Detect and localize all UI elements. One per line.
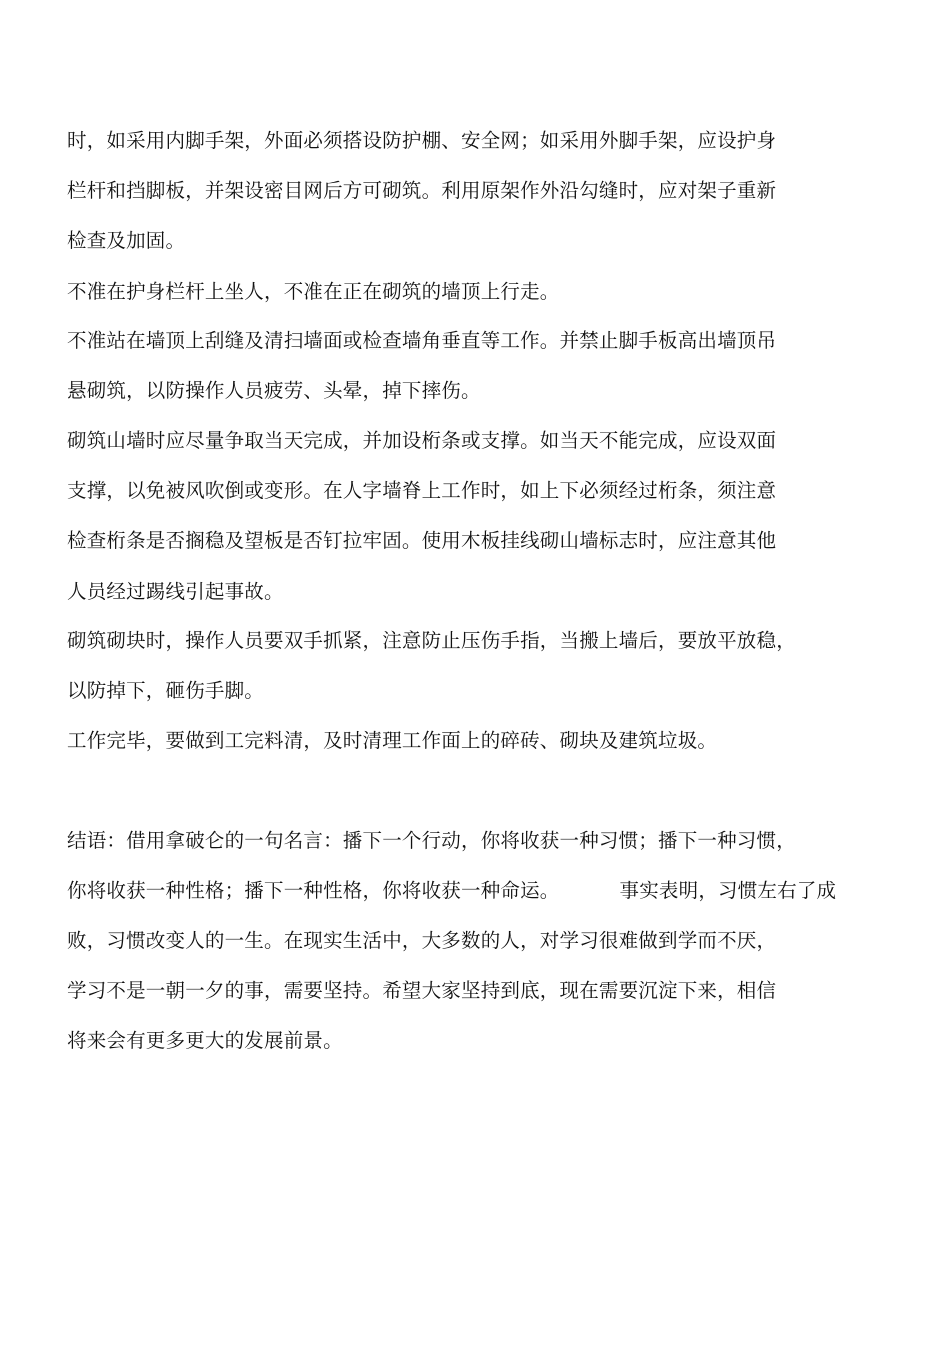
paragraph-line: 砌筑山墙时应尽量争取当天完成，并加设桁条或支撑。如当天不能完成，应设双面 [67,429,777,452]
paragraph-line: 不准在护身栏杆上坐人，不准在正在砌筑的墙顶上行走。 [67,280,560,303]
paragraph-line: 检查桁条是否搁稳及望板是否钉拉牢固。使用木板挂线砌山墙标志时，应注意其他 [67,529,777,552]
paragraph-line: 不准站在墙顶上刮缝及清扫墙面或检查墙角垂直等工作。并禁止脚手板高出墙顶吊 [67,329,777,352]
conclusion-line [67,876,836,906]
paragraph-line: 支撑，以免被风吹倒或变形。在人字墙脊上工作时，如上下必须经过桁条，须注意 [67,479,777,502]
conclusion-line: 结语：借用拿破仑的一句名言：播下一个行动，你将收获一种习惯；播下一种习惯， [67,829,796,852]
paragraph-line: 工作完毕，要做到工完料清，及时清理工作面上的碎砖、砌块及建筑垃圾。 [67,729,718,752]
paragraph-line: 砌筑砌块时，操作人员要双手抓紧，注意防止压伤手指，当搬上墙后，要放平放稳， [67,629,796,652]
paragraph-line: 人员经过踢线引起事故。 [67,580,284,603]
conclusion-line: 败，习惯改变人的一生。在现实生活中，大多数的人，对学习很难做到学而不厌， [67,929,777,952]
paragraph-line: 悬砌筑，以防操作人员疲劳、头晕，掉下摔伤。 [67,379,481,402]
conclusion-line: 将来会有更多更大的发展前景。 [67,1029,343,1052]
paragraph-line: 以防掉下，砸伤手脚。 [67,679,265,702]
conclusion-text: 你将收获一种性格；播下一种性格，你将收获一种命运。 [67,879,560,902]
paragraph-line: 时，如采用内脚手架，外面必须搭设防护棚、安全网；如采用外脚手架，应设护身 [67,129,777,152]
paragraph-line: 栏杆和挡脚板，并架设密目网后方可砌筑。利用原架作外沿勾缝时，应对架子重新 [67,179,777,202]
paragraph-line: 检查及加固。 [67,229,186,252]
conclusion-text: 事实表明，习惯左右了成 [619,879,837,902]
conclusion-line: 学习不是一朝一夕的事，需要坚持。希望大家坚持到底，现在需要沉淀下来，相信 [67,979,777,1002]
